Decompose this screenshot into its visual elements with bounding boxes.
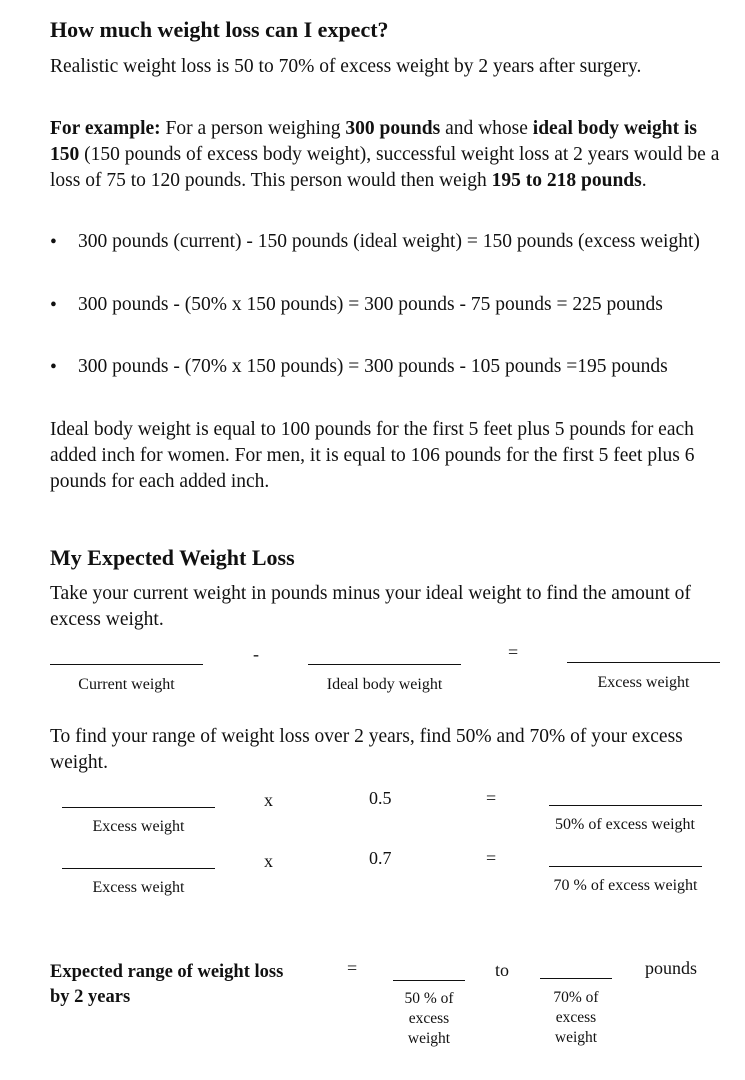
current-weight-blank[interactable]	[50, 664, 203, 665]
range-high-caption-2: excess	[555, 1009, 597, 1026]
example-text-2: and whose	[440, 118, 533, 139]
example-label: For example:	[50, 118, 161, 139]
label-ideal-weight: Ideal body weight	[326, 676, 443, 693]
example-paragraph	[50, 116, 722, 194]
range-low-caption-1: 50 % of	[404, 990, 454, 1007]
label-excess-weight-2: Excess weight	[92, 879, 185, 896]
ideal-weight-note: Ideal body weight is equal to 100 pounds for the first 5 feet plus 5 pounds for each added inch for women. For men, it is equal to 106 pounds for the first 5 feet plus 6 pounds for each added inch.	[50, 419, 695, 492]
equals-sign: =	[347, 958, 358, 978]
pounds-unit: pounds	[645, 958, 698, 978]
equals-sign: =	[486, 788, 497, 808]
section-heading-my-loss: My Expected Weight Loss	[50, 545, 295, 570]
label-current-weight: Current weight	[78, 676, 175, 693]
factor-value-50: 0.5	[369, 788, 392, 808]
example-bold-weight: 300 pounds	[345, 118, 441, 139]
range-high-caption	[540, 988, 612, 1048]
example-text-1: For a person weighing	[160, 118, 346, 139]
bullet-item-1: 300 pounds (current) - 150 pounds (ideal weight) = 150 pounds (excess weight)	[78, 231, 700, 252]
intro-paragraph: Realistic weight loss is 50 to 70% of excess weight by 2 years after surgery.	[50, 56, 642, 77]
example-text-3: (150 pounds of excess body weight), successful weight loss at 2 years would be a loss of 75 to 120 pounds. This person would then weigh	[50, 144, 720, 191]
example-bold-result: 195 to 218 pounds	[491, 170, 642, 191]
bullet-dot: •	[50, 232, 57, 253]
bullet-item-2: 300 pounds - (50% x 150 pounds) = 300 pounds - 75 pounds = 225 pounds	[78, 294, 663, 315]
label-fifty-percent: 50% of excess weight	[555, 816, 695, 833]
excess-weight-blank-2[interactable]	[62, 868, 215, 869]
factor-value-70: 0.7	[369, 848, 392, 868]
seventy-percent-blank[interactable]	[549, 866, 702, 867]
times-sign: x	[264, 851, 273, 871]
equals-sign: =	[508, 642, 519, 662]
label-seventy-percent: 70 % of excess weight	[553, 877, 698, 894]
label-excess-weight-1: Excess weight	[92, 818, 185, 835]
instruction-excess: Take your current weight in pounds minus your ideal weight to find the amount of excess weight.	[50, 583, 691, 630]
range-low-blank[interactable]	[393, 980, 465, 981]
section-heading-expected-loss: How much weight loss can I expect?	[50, 17, 389, 42]
example-bold-ideal: ideal body weight is 150	[50, 118, 697, 165]
bullet-dot: •	[50, 357, 57, 378]
minus-sign: -	[253, 644, 259, 664]
equals-sign: =	[486, 848, 497, 868]
times-sign: x	[264, 790, 273, 810]
fifty-percent-blank[interactable]	[549, 805, 702, 806]
example-text-4: .	[641, 170, 647, 191]
bullet-item-3: 300 pounds - (70% x 150 pounds) = 300 pounds - 105 pounds =195 pounds	[78, 356, 668, 377]
ideal-weight-blank[interactable]	[308, 664, 461, 665]
range-low-caption	[393, 989, 465, 1049]
range-high-caption-3: weight	[554, 1029, 598, 1046]
expected-range-label-line1: Expected range of weight loss	[50, 962, 284, 982]
excess-weight-blank-1[interactable]	[62, 807, 215, 808]
range-low-caption-3: weight	[407, 1030, 451, 1047]
bullet-dot: •	[50, 295, 57, 316]
range-low-caption-2: excess	[408, 1010, 450, 1027]
range-high-blank[interactable]	[540, 978, 612, 979]
to-text: to	[495, 960, 510, 980]
expected-range-label	[50, 960, 283, 1010]
excess-weight-blank[interactable]	[567, 662, 720, 663]
instruction-range: To find your range of weight loss over 2 years, find 50% and 70% of your excess weight.	[50, 726, 683, 773]
range-high-caption-1: 70% of	[553, 989, 599, 1006]
expected-range-label-line2: by 2 years	[50, 987, 131, 1007]
label-excess-weight: Excess weight	[597, 674, 690, 691]
